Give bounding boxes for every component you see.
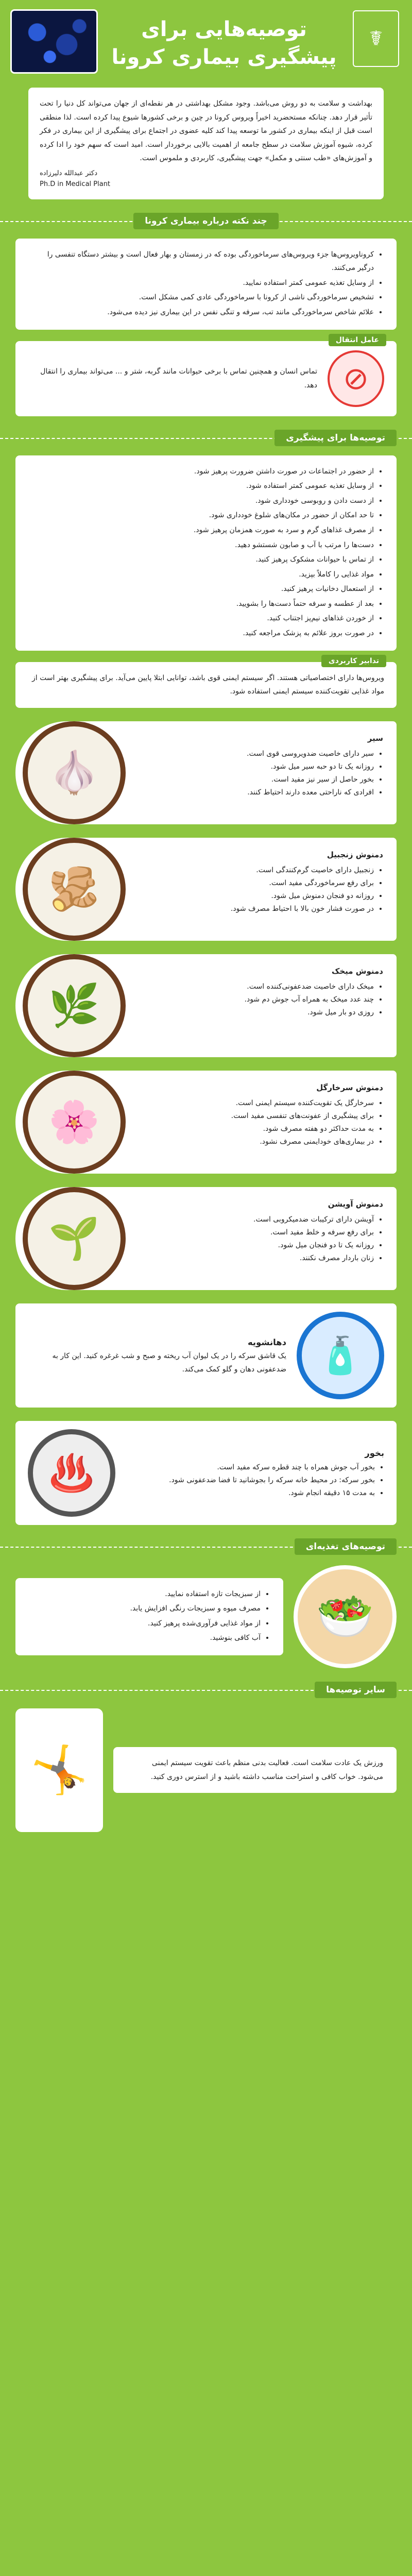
list-item: • از حضور در اجتماعات در صورت داشتن ضرورت پرهیز شود. xyxy=(29,465,374,479)
section1-header xyxy=(0,213,412,229)
remedy-card xyxy=(15,1187,397,1290)
remedy-card xyxy=(15,721,397,824)
remedy-title: دمنوش آویشن xyxy=(328,1199,383,1209)
food-title: توصیه‌های تغذیه‌ای xyxy=(295,1538,397,1555)
list-item: • آویشن دارای ترکیبات ضدمیکروبی است. xyxy=(139,1213,374,1226)
advice-text: ویروس‌ها دارای اختصاصیاتی هستند. اگر سیستم ایمنی قوی باشد، توانایی ابتلا پایین می‌آید. برای پیشگیری بهتر است از مواد غذایی تقویت‌کننده سیستم ایمنی استفاده شود. xyxy=(31,673,384,696)
remedy-card xyxy=(15,838,397,941)
signature-degree: Ph.D in Medical Plant xyxy=(40,180,111,188)
list-item: • زنان باردار مصرف نکنند. xyxy=(139,1252,374,1265)
signature-name: دکتر عبدالله دلیرزاده xyxy=(40,169,98,177)
list-item: • دست‌ها را مرتب با آب و صابون شستشو دهید. xyxy=(29,538,374,552)
list-item: • علائم شاخص سرماخوردگی مانند تب، سرفه و تنگی نفس در این بیماری نیز دیده می‌شود. xyxy=(29,306,374,319)
exercise-icon: 🤸 xyxy=(15,1708,103,1832)
list-item: • بخور آب جوش همراه با چند قطره سرکه مفید است. xyxy=(126,1461,375,1474)
remedy-image: 🫚 xyxy=(23,838,126,941)
list-item: • روزی دو بار میل شود. xyxy=(139,1006,374,1019)
other-header xyxy=(0,1682,412,1698)
list-item: • به مدت ۱۵ دقیقه انجام شود. xyxy=(126,1487,375,1500)
list-item: • برای رفع سرماخوردگی مفید است. xyxy=(139,877,374,890)
logo: ☤ xyxy=(353,10,399,67)
remedy-image: 🌱 xyxy=(23,1187,126,1290)
list-item: • روزانه یک تا دو فنجان میل شود. xyxy=(139,1239,374,1252)
steam-box xyxy=(15,1421,397,1525)
list-item: • میخک دارای خاصیت ضدعفونی‌کننده است. xyxy=(139,980,374,993)
list-item: • از مصرف غذاهای گرم و سرد به صورت همزمان پرهیز شود. xyxy=(29,523,374,537)
steam-icon: ♨️ xyxy=(28,1429,115,1517)
alert-text: تماس انسان و همچنین تماس با برخی حیوانات مانند گربه، شتر و ... می‌تواند بیماری را انتقال دهد. xyxy=(40,367,317,389)
title-line-2: پیشگیری بیماری کرونا xyxy=(111,45,337,69)
header xyxy=(0,0,412,88)
alert-label: عامل انتقال xyxy=(329,334,386,346)
list-item: • روزانه یک تا دو حبه سیر میل شود. xyxy=(139,760,374,773)
list-item: • به مدت حداکثر دو هفته مصرف شود. xyxy=(139,1123,374,1136)
intro-box xyxy=(28,88,384,199)
list-item: • در صورت بروز علائم به پزشک مراجعه کنید. xyxy=(29,626,374,640)
mouthwash-text: یک قاشق سرکه را در یک لیوان آب ریخته و صبح و شب غرغره کنید. این کار به ضدعفونی دهان و گلو کمک می‌کند. xyxy=(52,1352,286,1374)
remedy-card xyxy=(15,1071,397,1174)
steam-title: بخور xyxy=(365,1448,384,1459)
list-item: • آب کافی بنوشید. xyxy=(29,1631,261,1645)
list-item: • تشخیص سرماخوردگی ناشی از کرونا با سرماخوردگی عادی کمی مشکل است. xyxy=(29,291,374,304)
advice-box xyxy=(15,656,397,708)
list-item: • در صورت فشار خون بالا با احتیاط مصرف شود. xyxy=(139,903,374,916)
list-item: • از وسایل تغذیه عمومی کمتر استفاده شود. xyxy=(29,479,374,493)
list-item: • چند عدد میخک به همراه آب جوش دم شود. xyxy=(139,993,374,1006)
list-item: • از خوردن غذاهای نیم‌پز اجتناب کنید. xyxy=(29,612,374,625)
mouthwash-icon: 🧴 xyxy=(297,1312,384,1399)
section2-header xyxy=(0,430,412,446)
mouthwash-title: دهانشویه xyxy=(248,1337,286,1347)
list-item: • از مواد غذایی فرآوری‌شده پرهیز کنید. xyxy=(29,1617,261,1631)
list-item: • از تماس با حیوانات مشکوک پرهیز کنید. xyxy=(29,553,374,567)
virus-image xyxy=(10,9,98,74)
title-line-1: توصیه‌هایی برای xyxy=(141,18,307,41)
page-title xyxy=(108,15,340,71)
advice-label: تدابیر کاربردی xyxy=(321,655,386,667)
list-item: • سرخارگل یک تقویت‌کننده سیستم ایمنی است. xyxy=(139,1097,374,1110)
other-title: سایر توصیه‌ها xyxy=(315,1682,397,1698)
remedies xyxy=(0,721,412,1290)
list-item: • بخور سرکه: در محیط خانه سرکه را بجوشانید تا فضا ضدعفونی شود. xyxy=(126,1474,375,1487)
remedy-image: 🌸 xyxy=(23,1071,126,1174)
alert-box xyxy=(15,335,397,416)
list-item: • زنجبیل دارای خاصیت گرم‌کنندگی است. xyxy=(139,864,374,877)
list-item: • روزانه دو فنجان دمنوش میل شود. xyxy=(139,890,374,903)
list-item: • برای پیشگیری از عفونت‌های تنفسی مفید است. xyxy=(139,1110,374,1123)
no-touch-icon: ⊘ xyxy=(328,350,384,407)
section2-box xyxy=(15,455,397,651)
vegetables-icon: 🥗 xyxy=(294,1565,397,1668)
food-section xyxy=(15,1565,397,1668)
list-item: • از سبزیجات تازه استفاده نمایید. xyxy=(29,1587,261,1601)
remedy-title: دمنوش میخک xyxy=(331,966,383,976)
list-item: • برای رفع سرفه و خلط مفید است. xyxy=(139,1226,374,1239)
remedy-title: سیر xyxy=(367,733,383,743)
remedy-image: 🌿 xyxy=(23,954,126,1057)
intro-text: بهداشت و سلامت به دو روش می‌باشد. وجود مشکل بهداشتی در هر نقطه‌ای از جهان می‌تواند کل دنیا را تحت تأثیر قرار دهد. چنانکه مستحضرید اخیراً ویروس کرونا در چین و برخی کشورها شیوع پیدا کرده است. لذا منطقی است قبل از اینکه بیماری در کشور ما توسعه پیدا کند کلیه عضوی در اجتماع برای پیشگیری از این بیماری در فکر کرده، شیوه آموزش سلامت در سطح جامعه از اهمیت بالایی برخوردار است. امید است که سهم خود را ادا کرده و آموزش‌های «طب سنتی و مکمل» جهت پیشگیری، کاربردی و ملموس است. xyxy=(40,99,372,163)
list-item: • افرادی که ناراحتی معده دارند احتیاط کنند. xyxy=(139,786,374,799)
list-item: • تا حد امکان از حضور در مکان‌های شلوغ خودداری شود. xyxy=(29,509,374,522)
exercise-section xyxy=(15,1708,397,1832)
list-item: • در بیماری‌های خودایمنی مصرف نشود. xyxy=(139,1136,374,1148)
list-item: • از استعمال دخانیات پرهیز کنید. xyxy=(29,582,374,596)
list-item: • مواد غذایی را کاملاً بپزید. xyxy=(29,568,374,582)
section1-title: چند نکته درباره بیماری کرونا xyxy=(133,213,279,229)
list-item: • بعد از عطسه و سرفه حتماً دست‌ها را بشویید. xyxy=(29,597,374,611)
remedy-title: دمنوش زنجبیل xyxy=(327,850,383,859)
remedy-image: 🧄 xyxy=(23,721,126,824)
food-header xyxy=(0,1538,412,1555)
list-item: • بخور حاصل از سیر نیز مفید است. xyxy=(139,773,374,786)
list-item: • از وسایل تغذیه عمومی کمتر استفاده نمایید. xyxy=(29,276,374,290)
list-item: • سیر دارای خاصیت ضدویروسی قوی است. xyxy=(139,748,374,760)
list-item: • از دست دادن و روبوسی خودداری شود. xyxy=(29,494,374,508)
signature xyxy=(40,168,372,190)
mouthwash-box xyxy=(15,1303,397,1408)
section2-title: توصیه‌ها برای پیشگیری xyxy=(274,430,397,446)
remedy-title: دمنوش سرخارگل xyxy=(316,1082,383,1092)
list-item: • کروناویروس‌ها جزء ویروس‌های سرماخوردگی بوده که در زمستان و بهار فعال است و بیشتر دستگاه تنفسی را درگیر می‌کنند. xyxy=(29,248,374,275)
section1-box xyxy=(15,239,397,330)
other-text: ورزش یک عادت سلامت است. فعالیت بدنی منظم باعث تقویت سیستم ایمنی می‌شود. خواب کافی و استراحت مناسب داشته باشید و از استرس دوری کنید. xyxy=(150,1759,383,1781)
list-item: • مصرف میوه و سبزیجات رنگی افزایش یابد. xyxy=(29,1602,261,1616)
remedy-card xyxy=(15,954,397,1057)
